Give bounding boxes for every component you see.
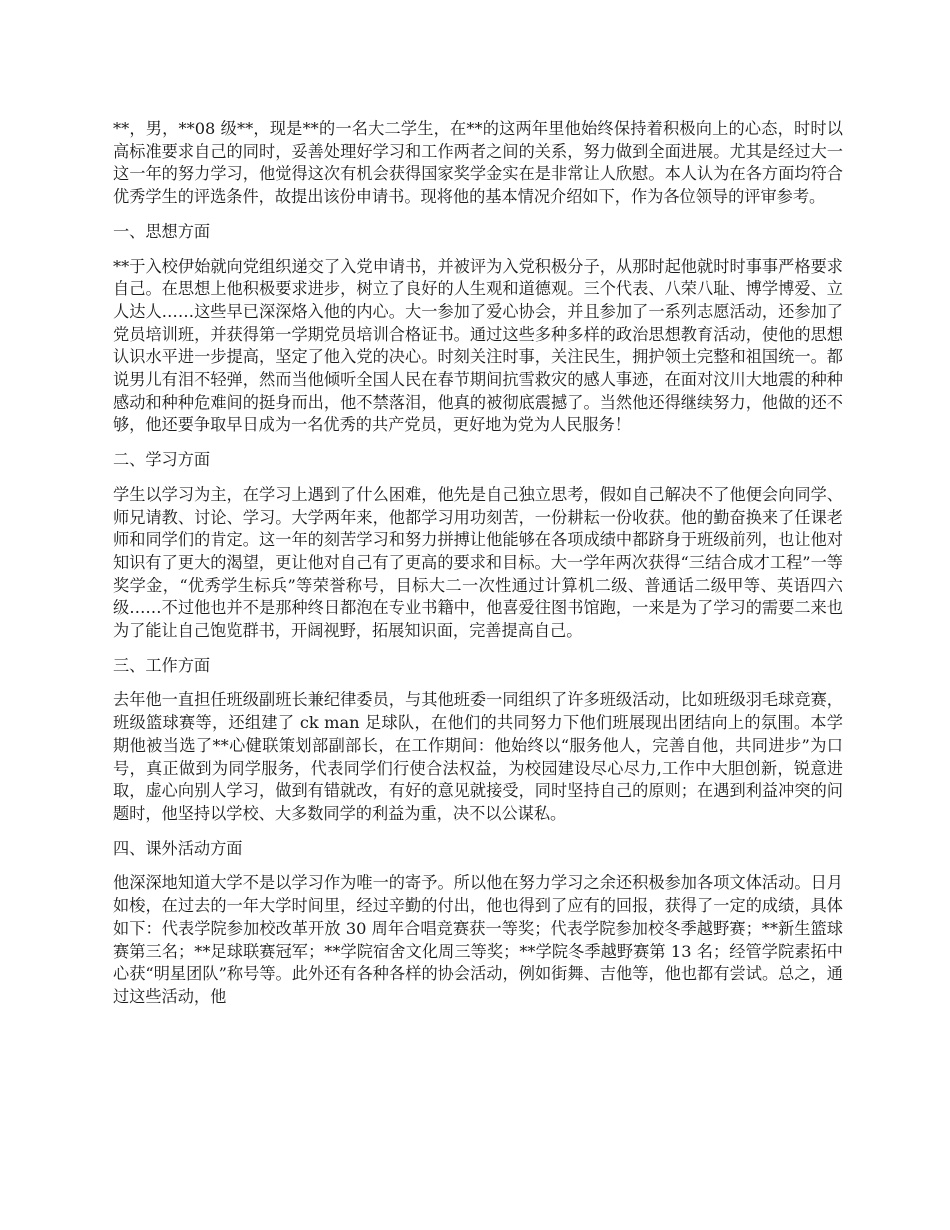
section-heading-study: 二、学习方面 — [113, 450, 211, 470]
section-body-activities: 他深深地知道大学不是以学习作为唯一的寄予。所以他在努力学习之余还积极参加各项文体活动。日月如梭，在过去的一年大学时间里，经过辛勤的付出，他也得到了应有的回报，获得了一定的成绩，具体如下：代表学院参加校改革开放 30 周年合唱竞赛获一等奖；代表学院参加校冬季越野赛；**新生篮球赛第三名；**足球联赛冠军；**学院宿舍文化周三等奖；**学院冬季越野赛第 13 名；经管学院素拓中心获“明星团队”称号等。此外还有各种各样的协会活动，例如街舞、吉他等，他也都有尝试。总之，通过这些活动，他 — [113, 873, 843, 1006]
section-body-thought: **于入校伊始就向党组织递交了入党申请书，并被评为入党积极分子，从那时起他就时时事事严格要求自己。在思想上他积极要求进步，树立了良好的人生观和道德观。三个代表、八荣八耻、博学博爱、立人达人……这些早已深深烙入他的内心。大一参加了爱心协会，并且参加了一系列志愿活动，还参加了党员培训班，并获得第一学期党员培训合格证书。通过这些多种多样的政治思想教育活动，使他的思想认识水平进一步提高，坚定了他入党的决心。时刻关注时事，关注民生，拥护领土完整和祖国统一。都说男儿有泪不轻弹，然而当他倾听全国人民在春节期间抗雪救灾的感人事迹，在面对汶川大地震的种种感动和种种危难间的挺身而出，他不禁落泪，他真的被彻底震撼了。当然他还得继续努力，他做的还不够，他还要争取早日成为一名优秀的共产党员，更好地为党为人民服务！ — [113, 256, 843, 435]
document-body — [113, 118, 843, 1021]
section-heading-work: 三、工作方面 — [113, 655, 211, 675]
section-body-work: 去年他一直担任班级副班长兼纪律委员，与其他班委一同组织了许多班级活动，比如班级羽毛球竞赛，班级篮球赛等，还组建了 ck man 足球队，在他们的共同努力下他们班展现出团结向上的氛围。本学期他被当选了**心健联策划部副部长，在工作期间：他始终以“服务他人，完善自他，共同进步”为口号，真正做到为同学服务，代表同学们行使合法权益，为校园建设尽心尽力,工作中大胆创新，锐意进取，虚心向别人学习，做到有错就改，有好的意见就接受，同时坚持自己的原则；在遇到利益冲突的问题时，他坚持以学校、大多数同学的利益为重，决不以公谋私。 — [113, 690, 843, 823]
section-heading-activities: 四、课外活动方面 — [113, 838, 243, 858]
section-body-study: 学生以学习为主，在学习上遇到了什么困难，他先是自己独立思考，假如自己解决不了他便会向同学、师兄请教、讨论、学习。大学两年来，他都学习用功刻苦，一份耕耘一份收获。他的勤奋换来了任课老师和同学们的肯定。这一年的刻苦学习和努力拼搏让他能够在各项成绩中都跻身于班级前列，也让他对知识有了更大的渴望，更让他对自己有了更高的要求和目标。大一学年两次获得“三结合成才工程”一等奖学金，“优秀学生标兵”等荣誉称号，目标大二一次性通过计算机二级、普通话二级甲等、英语四六级……不过他也并不是那种终日都泡在专业书籍中，他喜爱往图书馆跑，一来是为了学习的需要二来也为了能让自己饱览群书，开阔视野，拓展知识面，完善提高自己。 — [113, 484, 843, 641]
intro-paragraph: **，男，**08 级**，现是**的一名大二学生，在**的这两年里他始终保持着积极向上的心态，时时以高标准要求自己的同时，妥善处理好学习和工作两者之间的关系，努力做到全面进展。尤其是经过大一这一年的努力学习，他觉得这次有机会获得国家奖学金实在是非常让人欣慰。本人认为在各方面均符合优秀学生的评选条件，故提出该份申请书。现将他的基本情况介绍如下，作为各位领导的评审参考。 — [113, 119, 843, 207]
section-heading-thought: 一、思想方面 — [113, 221, 211, 241]
